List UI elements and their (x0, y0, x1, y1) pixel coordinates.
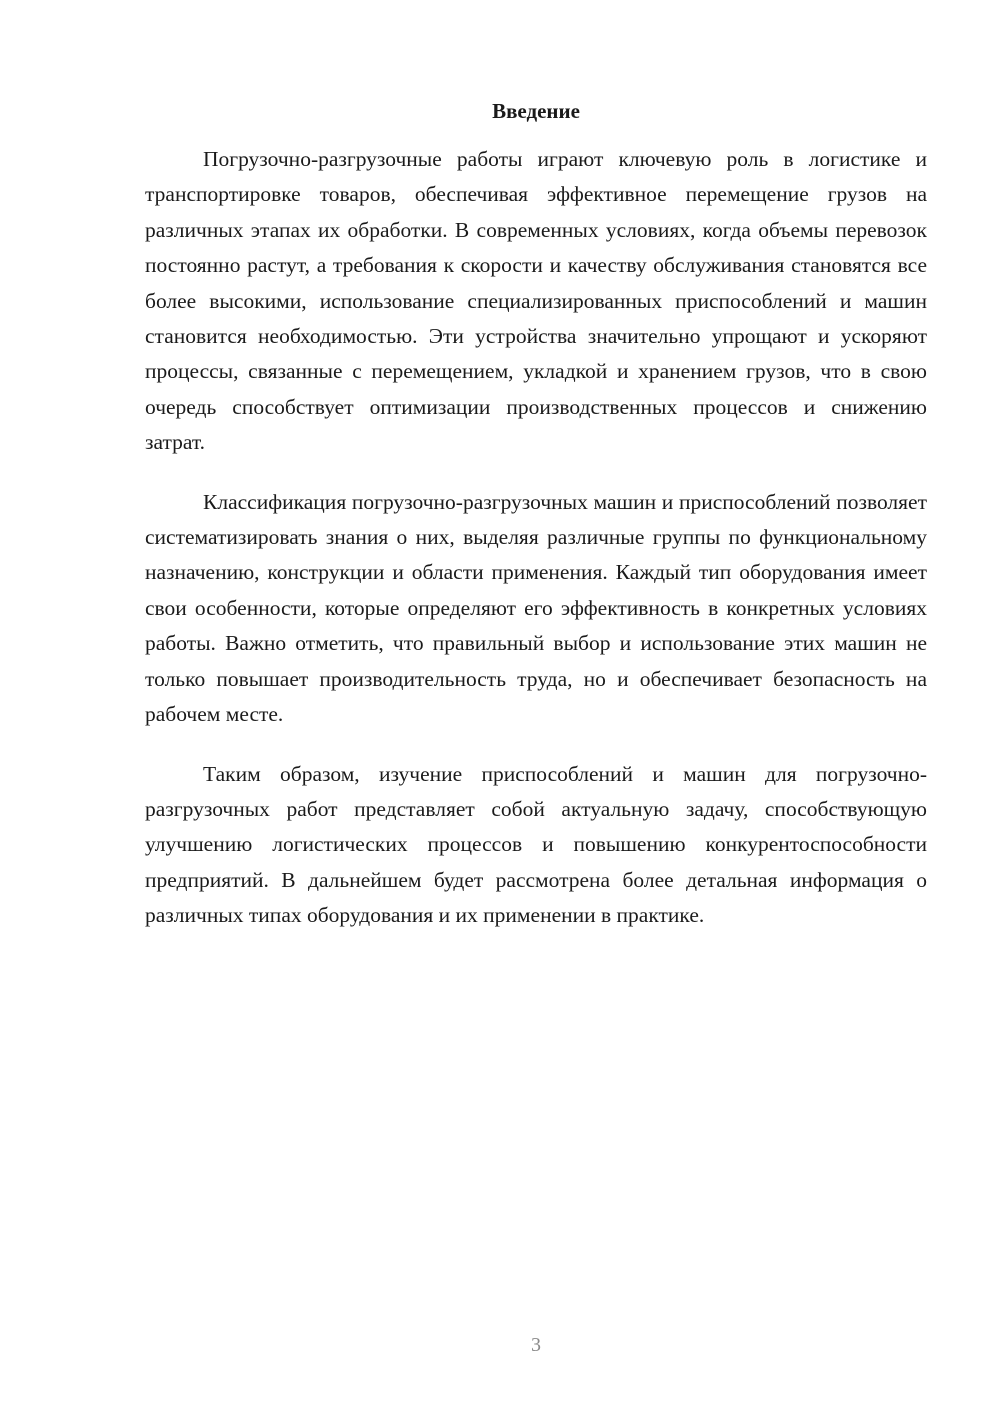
paragraph-2: Классификация погрузочно-разгрузочных машин и приспособлений позволяет систематизировать знания о них, выделяя различные группы по функциональному назначению, конструкции и области применения. Каждый тип оборудования имеет свои особенности, которые определяют его эффективность в конкретных условиях работы. Важно отметить, что правильный выбор и использование этих машин не только повышает производительность труда, но и обеспечивает безопасность на рабочем месте. (145, 489, 927, 727)
page-title: Введение (492, 99, 580, 123)
paragraph-3: Таким образом, изучение приспособлений и машин для погрузочно-разгрузочных работ представляет собой актуальную задачу, способствующую улучшению логистических процессов и повышению конкурентоспособности предприятий. В дальнейшем будет рассмотрена более детальная информация о различных типах оборудования и их применении в практике. (145, 761, 927, 928)
page-number: 3 (531, 1334, 541, 1356)
paragraph-1: Погрузочно-разгрузочные работы играют ключевую роль в логистике и транспортировке товаров, обеспечивая эффективное перемещение грузов на различных этапах их обработки. В современных условиях, когда объемы перевозок постоянно растут, а требования к скорости и качеству обслуживания становятся все более высокими, использование специализированных приспособлений и машин становится необходимостью. Эти устройства значительно упрощают и ускоряют процессы, связанные с перемещением, укладкой и хранением грузов, что в свою очередь способствует оптимизации производственных процессов и снижению затрат. (145, 147, 927, 455)
body-text (145, 142, 927, 958)
